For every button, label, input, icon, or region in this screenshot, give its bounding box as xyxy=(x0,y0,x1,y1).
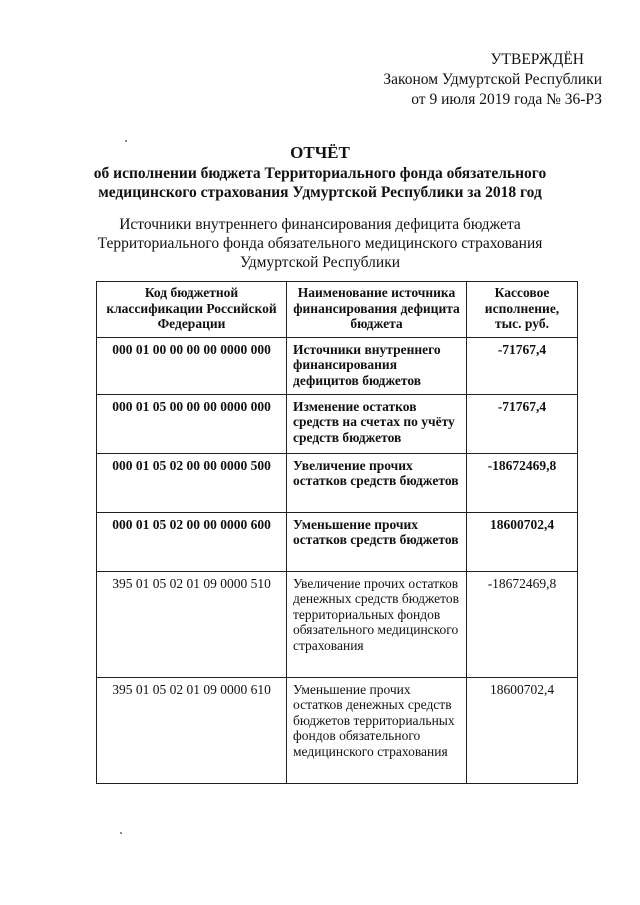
row-name: Уменьшение прочих остатков средств бюджетов xyxy=(287,512,467,571)
header-value: Кассовое исполнение, тыс. руб. xyxy=(467,282,578,338)
section-heading xyxy=(0,215,640,272)
row-value: 18600702,4 xyxy=(467,677,578,783)
approval-title: УТВЕРЖДЁН xyxy=(490,51,584,68)
row-value: 18600702,4 xyxy=(467,512,578,571)
row-value: -71767,4 xyxy=(467,394,578,453)
approval-stamp xyxy=(383,50,602,110)
report-heading xyxy=(0,143,640,202)
row-name: Уменьшение прочих остатков денежных средств бюджетов территориальных фондов обязательного медицинского страхования xyxy=(287,677,467,783)
row-value: -18672469,8 xyxy=(467,453,578,512)
row-code: 000 01 00 00 00 00 0000 000 xyxy=(97,337,287,394)
scan-speck xyxy=(125,140,127,142)
row-name: Источники внутреннего финансирования дефицитов бюджетов xyxy=(287,337,467,394)
row-value: -71767,4 xyxy=(467,337,578,394)
scan-speck xyxy=(120,832,122,834)
approval-law-line: Законом Удмуртской Республики xyxy=(383,71,602,88)
report-subtitle-line-1: об исполнении бюджета Территориального фонда обязательного xyxy=(93,165,547,182)
row-name: Увеличение прочих остатков средств бюджетов xyxy=(287,453,467,512)
table-header-row xyxy=(97,282,578,338)
row-value: -18672469,8 xyxy=(467,571,578,677)
row-code: 395 01 05 02 01 09 0000 610 xyxy=(97,677,287,783)
report-table xyxy=(96,281,578,784)
report-subtitle-line-2: медицинского страхования Удмуртской Республики за 2018 год xyxy=(98,184,542,201)
approval-date-line: от 9 июля 2019 года № 36-РЗ xyxy=(411,91,602,108)
report-title: ОТЧЁТ xyxy=(290,143,350,162)
row-code: 000 01 05 02 00 00 0000 500 xyxy=(97,453,287,512)
table-row xyxy=(97,394,578,453)
row-name: Увеличение прочих остатков денежных средств бюджетов территориальных фондов обязательного медицинского страхования xyxy=(287,571,467,677)
table-row xyxy=(97,337,578,394)
row-code: 000 01 05 02 00 00 0000 600 xyxy=(97,512,287,571)
table-row xyxy=(97,677,578,783)
row-code: 395 01 05 02 01 09 0000 510 xyxy=(97,571,287,677)
row-name: Изменение остатков средств на счетах по учёту средств бюджетов xyxy=(287,394,467,453)
header-name: Наименование источника финансирования дефицита бюджета xyxy=(287,282,467,338)
section-heading-line-2: Территориального фонда обязательного медицинского страхования xyxy=(97,235,543,252)
row-code: 000 01 05 00 00 00 0000 000 xyxy=(97,394,287,453)
table-row xyxy=(97,453,578,512)
header-code: Код бюджетной классификации Российской Федерации xyxy=(97,282,287,338)
section-heading-line-1: Источники внутреннего финансирования дефицита бюджета xyxy=(119,216,521,233)
section-heading-line-3: Удмуртской Республики xyxy=(239,254,401,271)
table-row xyxy=(97,571,578,677)
table-row xyxy=(97,512,578,571)
